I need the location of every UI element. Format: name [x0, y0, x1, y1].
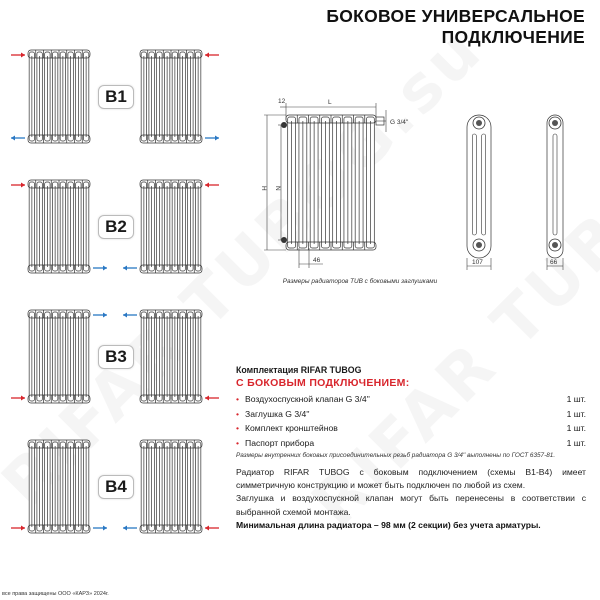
- description-p2: Заглушка и воздухоспускной клапан могут быть перенесены в соответствии с выбранной схемой монтажа.: [236, 493, 586, 517]
- bullet-icon: •: [236, 394, 240, 404]
- return-arrow-icon: [205, 136, 219, 141]
- supply-arrow-icon: [11, 526, 25, 531]
- dim-height: H: [260, 186, 267, 191]
- radiator-icon: [28, 50, 90, 143]
- description-p1: Радиатор RIFAR TUBOG с боковым подключением (схемы B1-B4) имеет симметричную конструкцию и может быть подключен по любой из схем.: [236, 467, 586, 491]
- radiator-icon: [28, 310, 90, 403]
- bullet-icon: •: [236, 437, 240, 448]
- radiator-side-view-3col: [467, 115, 491, 270]
- supply-arrow-icon: [205, 183, 219, 188]
- kit-list: [236, 392, 586, 450]
- scheme-label-b2: B2: [98, 215, 134, 239]
- kit-item-qty: 1 шт.: [566, 437, 586, 448]
- radiator-icon: [140, 440, 202, 533]
- radiator-icon: [140, 50, 202, 143]
- return-arrow-icon: [123, 526, 137, 531]
- drawing-caption: Размеры радиаторов TUB с боковыми заглушками: [282, 278, 438, 285]
- kit-section: [236, 365, 586, 459]
- supply-arrow-icon: [205, 53, 219, 58]
- supply-arrow-icon: [11, 396, 25, 401]
- bullet-icon: •: [236, 423, 240, 433]
- radiator-icon: [140, 310, 202, 403]
- title-line-1: БОКОВОЕ УНИВЕРСАЛЬНОЕ: [326, 6, 585, 26]
- copyright: все права защищены ООО «КАРЗ» 2024г.: [2, 591, 109, 597]
- kit-item: [236, 421, 586, 436]
- dim-length: L: [328, 99, 332, 106]
- supply-arrow-icon: [11, 183, 25, 188]
- return-arrow-icon: [11, 136, 25, 141]
- scheme-label-b1: B1: [98, 85, 134, 109]
- title-line-2: ПОДКЛЮЧЕНИЕ: [441, 27, 585, 47]
- kit-item-qty: 1 шт.: [566, 394, 586, 404]
- dim-thread: G 3/4'': [390, 119, 409, 126]
- kit-item: [236, 392, 586, 407]
- radiator-front-view: [281, 115, 384, 250]
- radiator-icon: [140, 180, 202, 273]
- dimension-drawing: [250, 90, 600, 280]
- return-arrow-icon: [123, 266, 137, 271]
- radiator-icon: [286, 115, 376, 250]
- kit-item-qty: 1 шт.: [566, 408, 586, 419]
- kit-heading: Комплектация RIFAR TUBOG: [236, 365, 362, 375]
- kit-note: Размеры внутренних боковых присоединительных резьб радиатора G 3/4'' выполнены по ГОСТ 6357-81.: [236, 452, 556, 459]
- radiator-icon: [28, 440, 90, 533]
- description-p3: Минимальная длина радиатора – 98 мм (2 секции) без учета арматуры.: [236, 519, 541, 530]
- page-title: [326, 6, 585, 48]
- return-arrow-icon: [93, 526, 107, 531]
- supply-arrow-icon: [205, 526, 219, 531]
- dim-section-pitch: 46: [313, 257, 321, 264]
- return-arrow-icon: [123, 313, 137, 318]
- return-arrow-icon: [93, 266, 107, 271]
- supply-arrow-icon: [205, 396, 219, 401]
- kit-subheading: С БОКОВЫМ ПОДКЛЮЧЕНИЕМ:: [236, 377, 410, 389]
- kit-item-name: Заглушка G 3/4'': [245, 408, 310, 419]
- kit-item: [236, 436, 586, 451]
- kit-item-qty: 1 шт.: [566, 423, 586, 433]
- dim-axis-distance: N: [274, 186, 281, 191]
- scheme-label-b3: B3: [98, 345, 134, 369]
- description: [236, 466, 586, 532]
- radiator-side-view-2col: [547, 115, 563, 270]
- kit-item-name: Паспорт прибора: [245, 437, 315, 448]
- kit-item: [236, 407, 586, 422]
- radiator-icon: [28, 180, 90, 273]
- dim-offset: 12: [278, 98, 286, 105]
- scheme-label-b4: B4: [98, 475, 134, 499]
- kit-item-name: Комплект кронштейнов: [245, 423, 338, 433]
- supply-arrow-icon: [11, 53, 25, 58]
- kit-item-name: Воздухоспускной клапан G 3/4'': [245, 394, 370, 404]
- dim-depth-3col: 107: [472, 259, 483, 266]
- dim-depth-2col: 66: [550, 259, 558, 266]
- bullet-icon: •: [236, 408, 240, 419]
- return-arrow-icon: [93, 313, 107, 318]
